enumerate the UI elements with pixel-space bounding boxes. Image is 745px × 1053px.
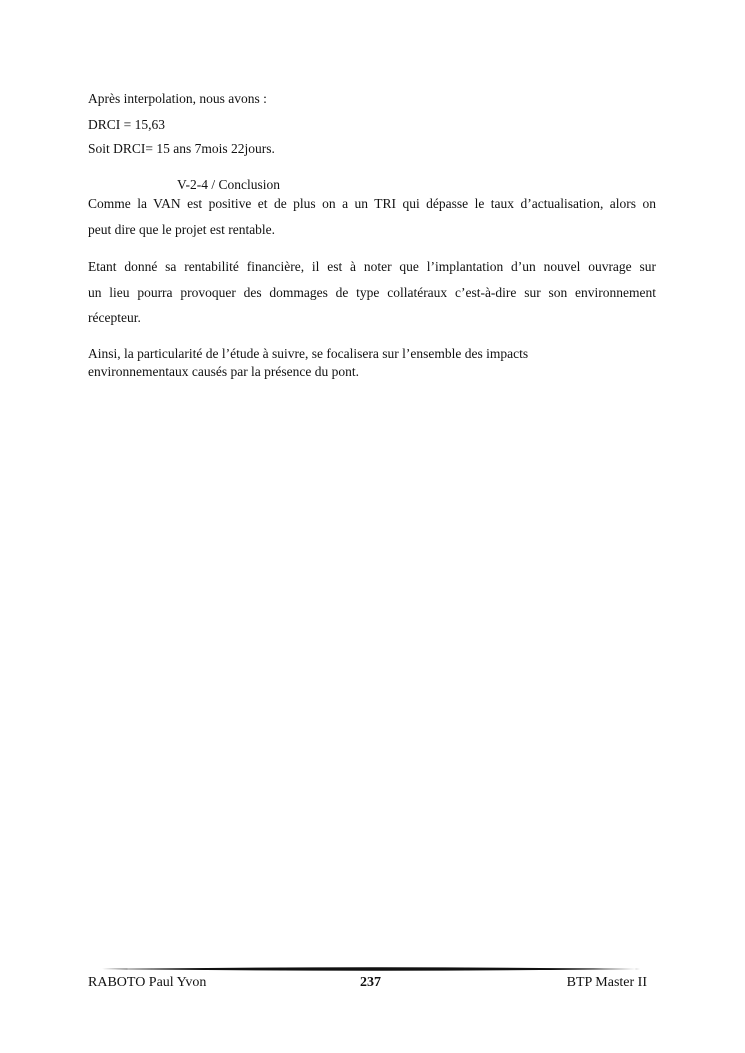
section-heading: V-2-4 / Conclusion: [177, 177, 281, 192]
paragraph-line: environnementaux causés par la présence du pont.: [88, 364, 360, 379]
footer-divider: [102, 965, 640, 973]
paragraph-line: un lieu pourra provoquer des dommages de type collatéraux c’est-à-dire sur son environnement: [88, 285, 656, 300]
footer-author: RABOTO Paul Yvon: [88, 975, 207, 990]
paragraph-line: peut dire que le projet est rentable.: [88, 222, 276, 237]
footer-program: BTP Master II: [566, 975, 647, 990]
drci-value: DRCI = 15,63: [88, 117, 165, 132]
paragraph-line: récepteur.: [88, 310, 141, 325]
interpolation-intro: Après interpolation, nous avons :: [88, 91, 267, 106]
footer-page-number: 237: [360, 975, 381, 990]
paragraph-line: Comme la VAN est positive et de plus on a un TRI qui dépasse le taux d’actualisation, alors on: [88, 196, 656, 211]
drci-duration: Soit DRCI= 15 ans 7mois 22jours.: [88, 141, 275, 156]
paragraph-line: Ainsi, la particularité de l’étude à suivre, se focalisera sur l’ensemble des impacts: [88, 346, 529, 361]
paragraph-line: Etant donné sa rentabilité financière, il est à noter que l’implantation d’un nouvel ouvrage sur: [88, 259, 656, 274]
